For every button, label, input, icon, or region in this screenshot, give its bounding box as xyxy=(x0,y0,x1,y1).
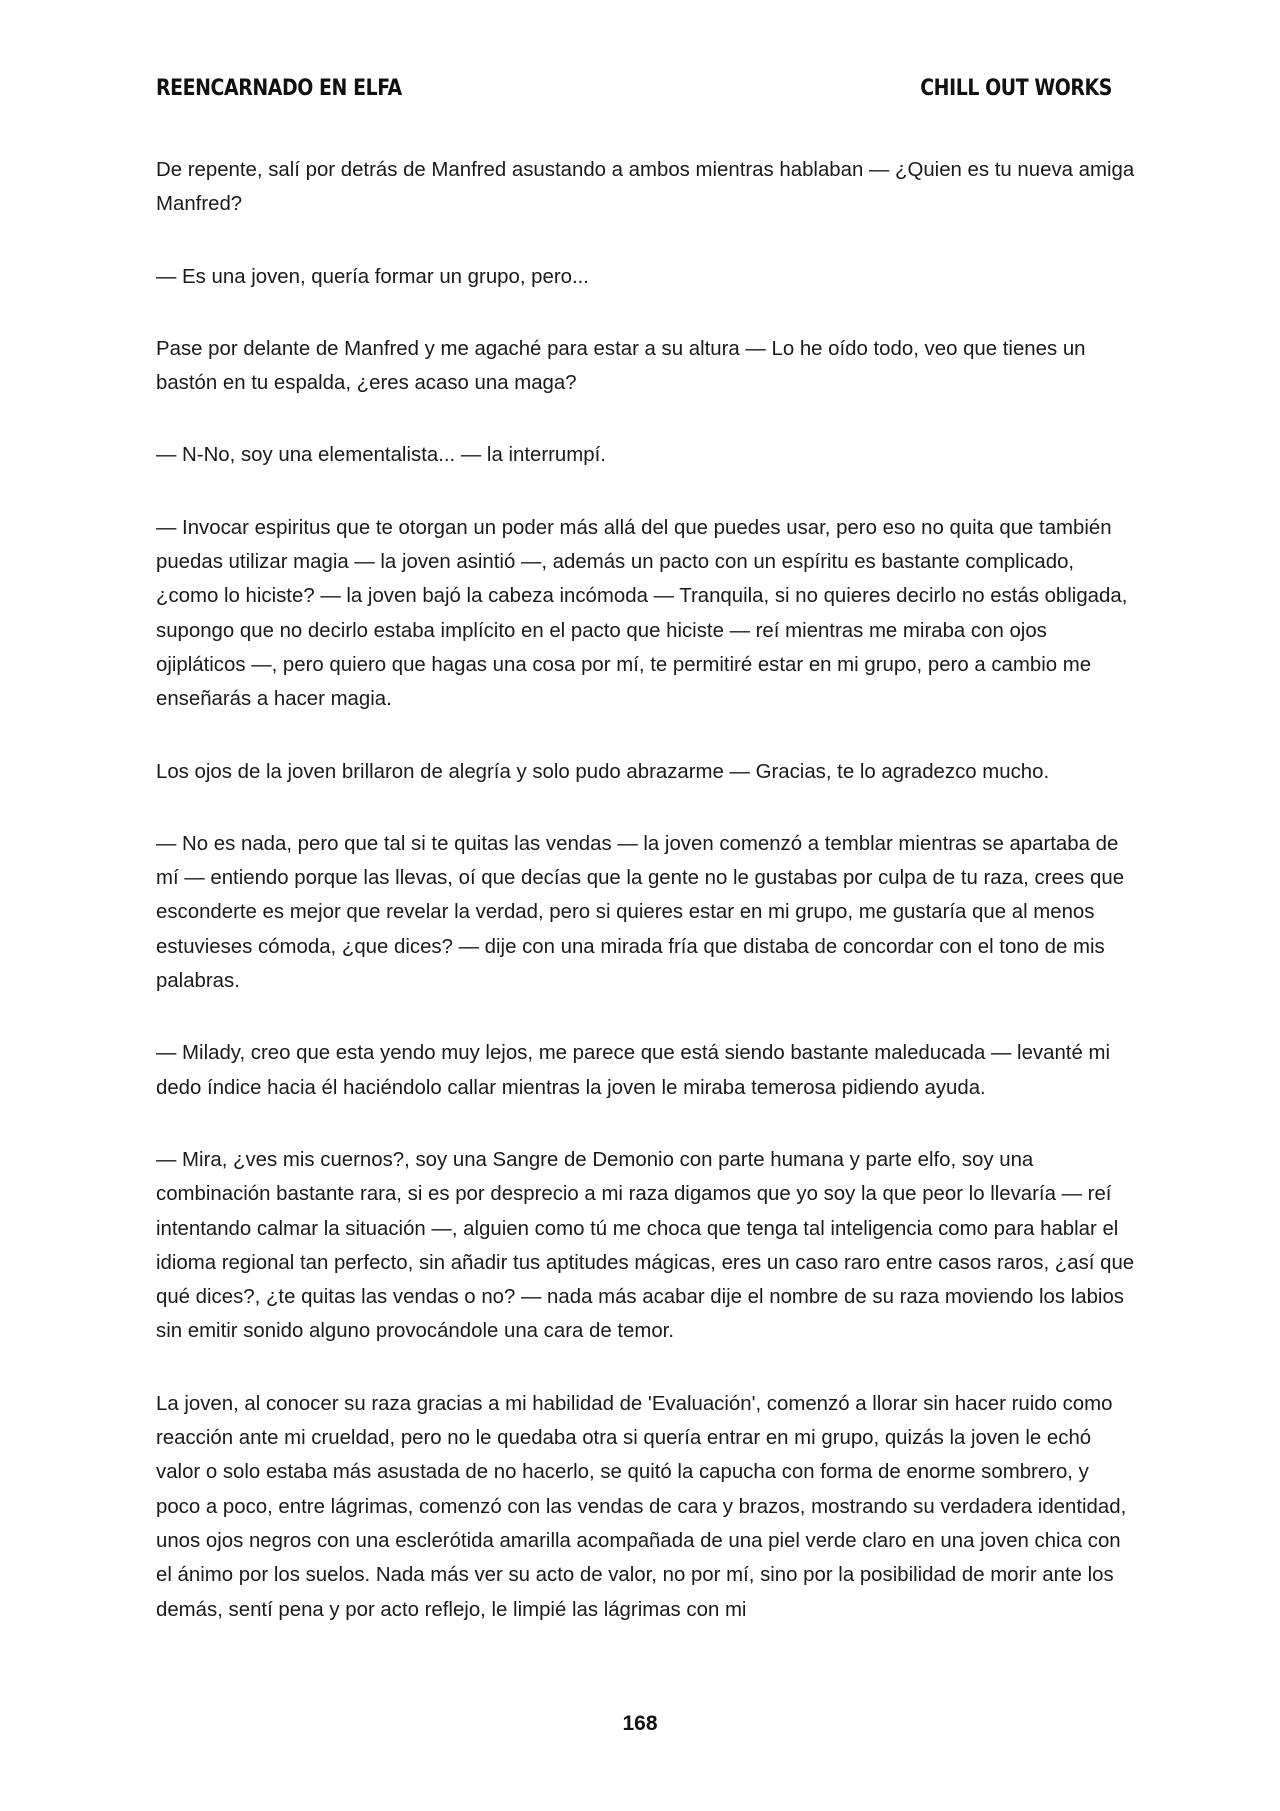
paragraph: La joven, al conocer su raza gracias a mi habilidad de 'Evaluación', comenzó a llorar sin hacer ruido como reacción ante mi crueldad, pero no le quedaba otra si quería entrar en mi grupo, quizás la joven le echó valor o solo estaba más asustada de no hacerlo, se quitó la capucha con forma de enorme sombrero, y poco a poco, entre lágrimas, comenzó con las vendas de cara y brazos, mostrando su verdadera identidad, unos ojos negros con una esclerótida amarilla acompañada de una piel verde claro en una joven chica con el ánimo por los suelos. Nada más ver su acto de valor, no por mí, sino por la posibilidad de morir ante los demás, sentí pena y por acto reflejo, le limpié las lágrimas con mi xyxy=(156,1392,1127,1621)
book-title: REENCARNADO EN ELFA xyxy=(156,76,402,101)
paragraph: — Mira, ¿ves mis cuernos?, soy una Sangre de Demonio con parte humana y parte elfo, soy una combinación bastante rara, si es por desprecio a mi raza digamos que yo soy la que peor lo llevaría — reí intentando calmar la situación —, alguien como tú me choca que tenga tal inteligencia como para hablar el idioma regional tan perfecto, sin añadir tus aptitudes mágicas, eres un caso raro entre casos raros, ¿así que qué dices?, ¿te quitas las vendas o no? — nada más acabar dije el nombre de su raza moviendo los labios sin emitir sonido alguno provocándole una cara de temor. xyxy=(156,1148,1135,1343)
paragraph: Pase por delante de Manfred y me agaché para estar a su altura — Lo he oído todo, veo que tienes un bastón en tu espalda, ¿eres acaso una maga? xyxy=(156,337,1086,395)
running-header xyxy=(156,76,1112,101)
paragraph: — Milady, creo que esta yendo muy lejos, me parece que está siendo bastante maleducada — levanté mi dedo índice hacia él haciéndolo callar mientras la joven le miraba temerosa pidiendo ayuda. xyxy=(156,1042,1110,1099)
paragraph: De repente, salí por detrás de Manfred asustando a ambos mientras hablaban — ¿Quien es tu nueva amiga Manfred? xyxy=(156,159,1135,216)
paragraph: — Invocar espiritus que te otorgan un poder más allá del que puedes usar, pero eso no quita que también puedas utilizar magia — la joven asintió —, además un pacto con un espíritu es bastante complicado, ¿como lo hiciste? — la joven bajó la cabeza incómoda — Tranquila, si no quieres decirlo no estás obligada, supongo que no decirlo estaba implícito en el pacto que hiciste — reí mientras me miraba con ojos ojipláticos —, pero quiero que hagas una cosa por mí, te permitiré estar en mi grupo, pero a cambio me enseñarás a hacer magia. xyxy=(156,516,1128,711)
publisher-name: CHILL OUT WORKS xyxy=(920,76,1112,101)
paragraph: — Es una joven, quería formar un grupo, pero... xyxy=(156,265,589,288)
body-text xyxy=(156,153,1136,1665)
paragraph: — N-No, soy una elementalista... — la interrumpí. xyxy=(156,444,606,467)
paragraph: Los ojos de la joven brillaron de alegría y solo pudo abrazarme — Gracias, te lo agradezco mucho. xyxy=(156,760,1050,783)
page-number: 168 xyxy=(622,1712,658,1735)
paragraph: — No es nada, pero que tal si te quitas las vendas — la joven comenzó a temblar mientras se apartaba de mí — entiendo porque las llevas, oí que decías que la gente no le gustabas por culpa de tu raza, crees que esconderte es mejor que revelar la verdad, pero si quieres estar en mi grupo, me gustaría que al menos estuvieses cómoda, ¿que dices? — dije con una mirada fría que distaba de concordar con el tono de mis palabras. xyxy=(156,832,1125,993)
